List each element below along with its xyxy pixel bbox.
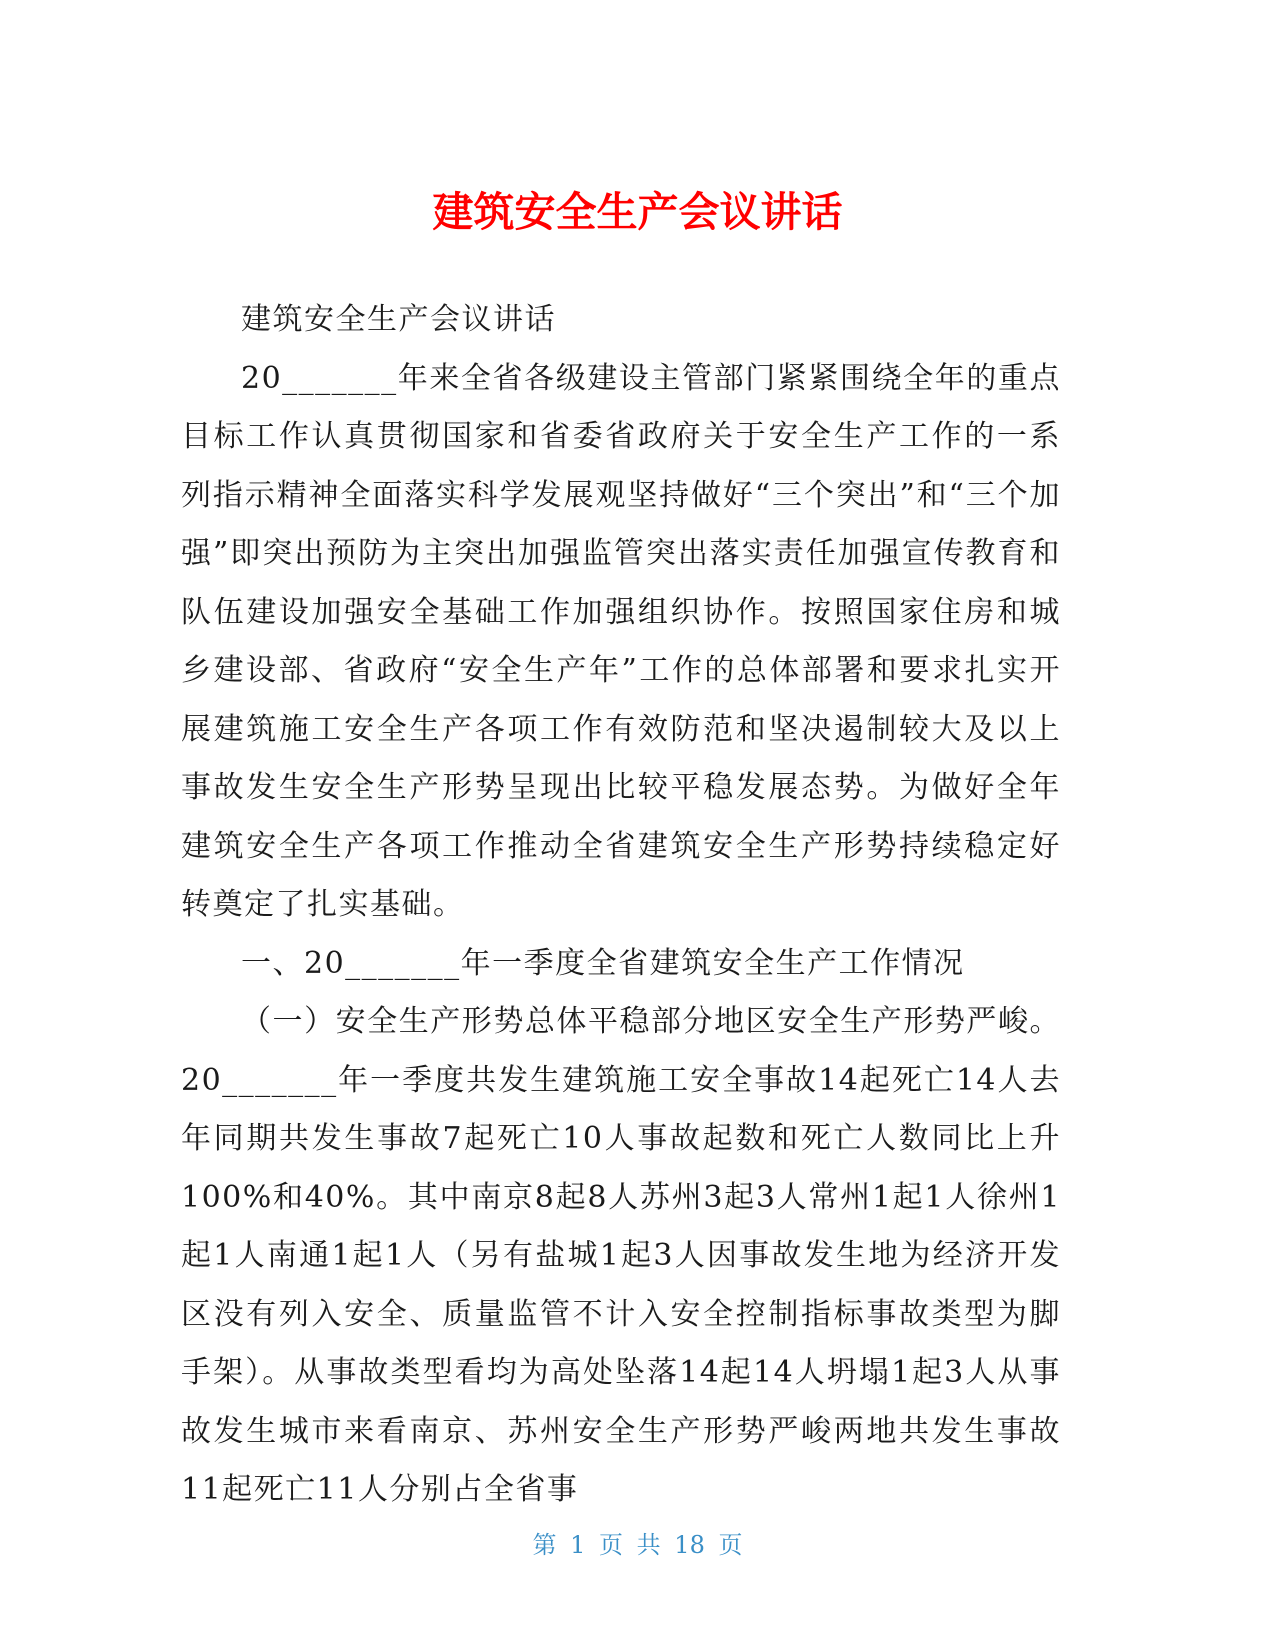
- paragraph-heading: 建筑安全生产会议讲话: [241, 302, 556, 337]
- page-number: 第 1 页 共 18 页: [532, 1531, 743, 1559]
- document-body: [181, 291, 1061, 1520]
- paragraph-intro: 20_______年来全省各级建设主管部门紧紧围绕全年的重点目标工作认真贯彻国家和省委省政府关于安全生产工作的一系列指示精神全面落实科学发展观坚持做好“三个突出”和“三个加强”即突出预防为主突出加强监管突出落实责任加强宣传教育和队伍建设加强安全基础工作加强组织协作。按照国家住房和城乡建设部、省政府“安全生产年”工作的总体部署和要求扎实开展建筑施工安全生产各项工作有效防范和坚决遏制较大及以上事故发生安全生产形势呈现出比较平稳发展态势。为做好全年建筑安全生产各项工作推动全省建筑安全生产形势持续稳定好转奠定了扎实基础。: [181, 360, 1061, 922]
- document-title: 建筑安全生产会议讲话: [432, 188, 843, 237]
- paragraph-subsection-1: （一）安全生产形势总体平稳部分地区安全生产形势严峻。20_______年一季度共发生建筑施工安全事故14起死亡14人去年同期共发生事故7起死亡10人事故起数和死亡人数同比上升100%和40%。其中南京8起8人苏州3起3人常州1起1人徐州1起1人南通1起1人（另有盐城1起3人因事故发生地为经济开发区没有列入安全、质量监管不计入安全控制指标事故类型为脚手架）。从事故类型看均为高处坠落14起14人坍塌1起3人从事故发生城市来看南京、苏州安全生产形势严峻两地共发生事故11起死亡11人分别占全省事: [181, 1004, 1061, 1507]
- section-heading-1: 一、20_______年一季度全省建筑安全生产工作情况: [241, 945, 965, 981]
